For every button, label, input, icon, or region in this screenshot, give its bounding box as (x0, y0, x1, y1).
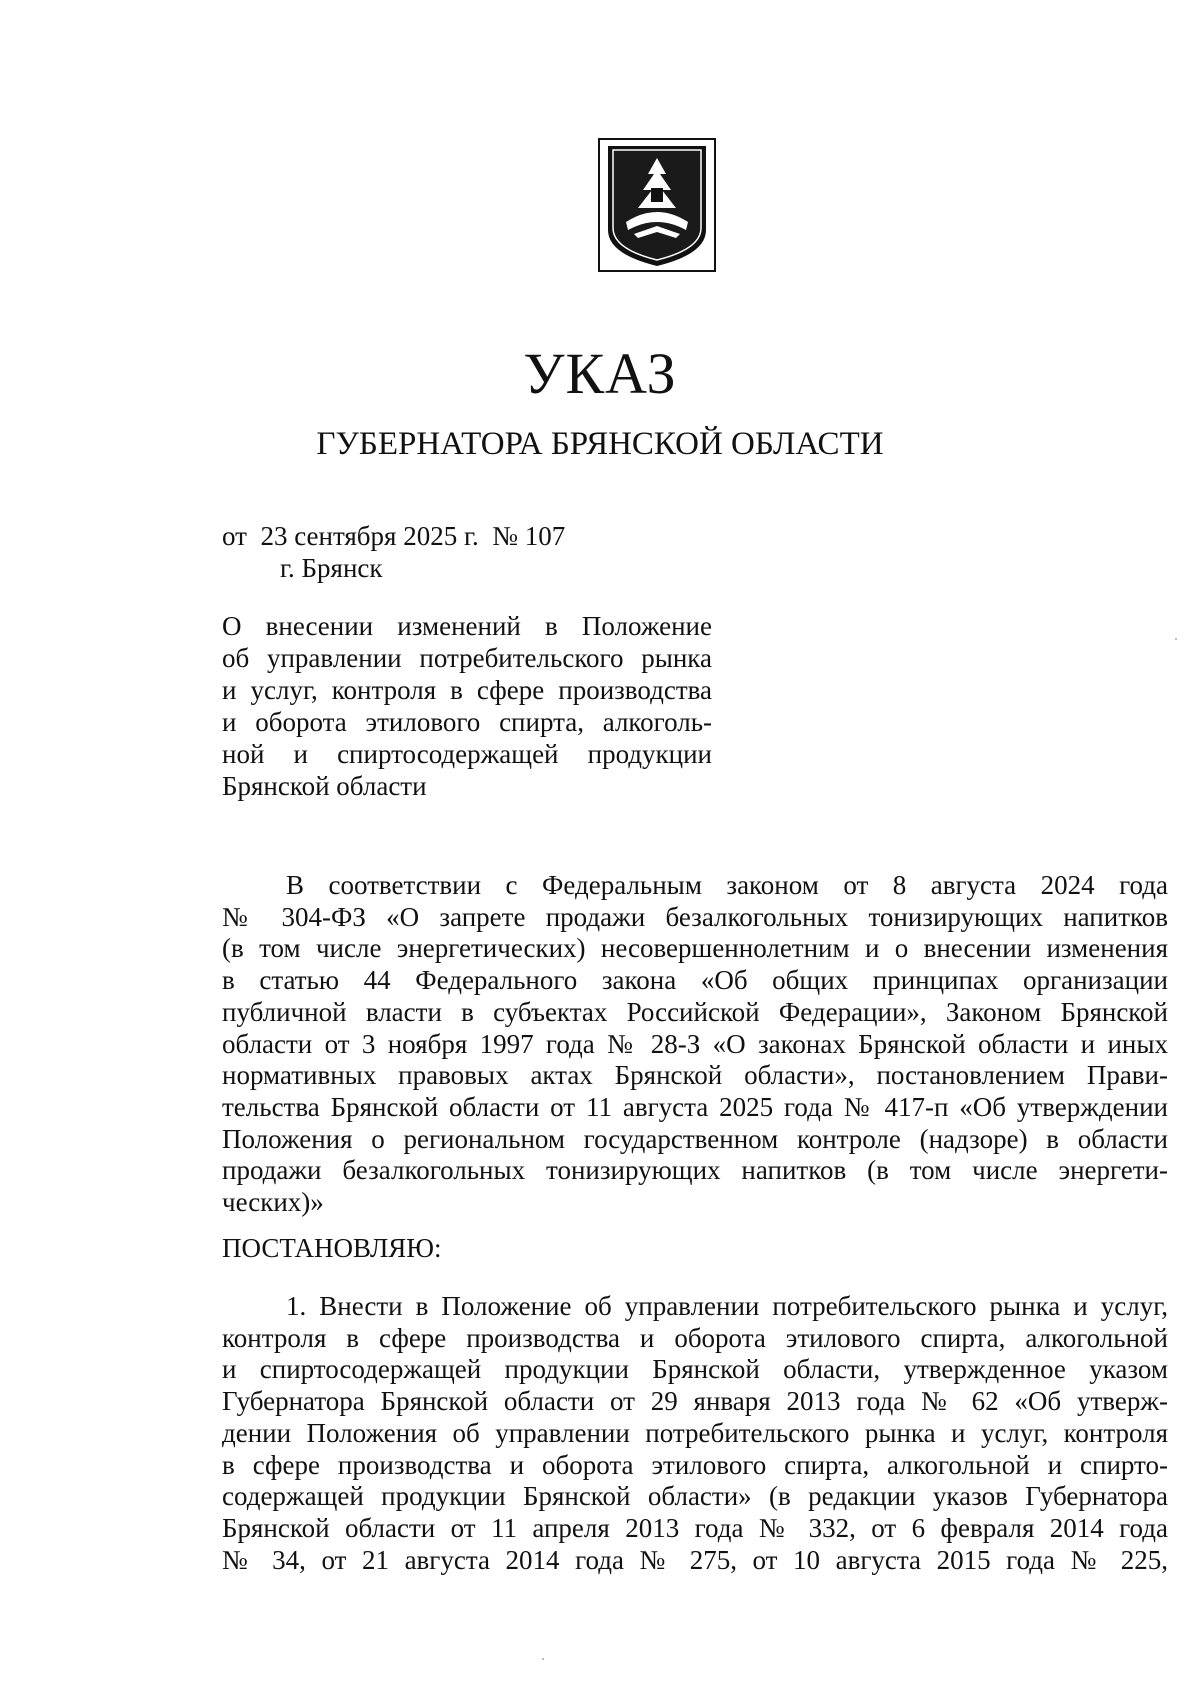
paragraph-line: дении Положения об управлении потребительского рынка и услуг, контроля (222, 1417, 1168, 1448)
scan-speck (542, 1658, 544, 1660)
coat-of-arms-emblem (598, 138, 716, 272)
document-title: УКАЗ (523, 341, 677, 406)
item-1-paragraph (222, 1291, 1168, 1576)
paragraph-line: и спиртосодержащей продукции Брянской области, утвержденное указом (222, 1354, 1168, 1385)
paragraph-line: контроля в сфере производства и оборота этилового спирта, алкогольной (222, 1322, 1168, 1353)
paragraph-line: Положения о региональном государственном контроле (надзоре) в области (222, 1123, 1168, 1154)
paragraph-line: В соответствии с Федеральным законом от 8 августа 2024 года (286, 870, 1168, 900)
paragraph-line: области от 3 ноября 1997 года № 28-З «О законах Брянской области и иных (222, 1028, 1168, 1059)
paragraph-line: продажи безалкогольных тонизирующих напитков (в том числе энергети- (222, 1155, 1168, 1186)
decree-word-text: ПОСТАНОВЛЯЮ: (222, 1233, 442, 1263)
subject-line: об управлении потребительского рынка (222, 643, 712, 673)
paragraph-line: 1. Внести в Положение об управлении потребительского рынка и услуг, (286, 1291, 1168, 1321)
paragraph-line: содержащей продукции Брянской области» (в редакции указов Губернатора (222, 1481, 1168, 1512)
paragraph-line: Брянской области от 11 апреля 2013 года № 332, от 6 февраля 2014 года (222, 1512, 1168, 1543)
subject-line: и услуг, контроля в сфере производства (222, 675, 712, 705)
subject-line: Брянской области (222, 771, 427, 801)
paragraph-line: Губернатора Брянской области от 29 января 2013 года № 62 «Об утверж- (222, 1386, 1168, 1417)
city-name: г. Брянск (280, 553, 383, 583)
subject-line: ной и спиртосодержащей продукции (222, 739, 712, 769)
decree-word (222, 1233, 1168, 1265)
preamble-paragraph (222, 870, 1168, 1219)
paragraph-line: в статью 44 Федерального закона «Об общих принципах организации (222, 965, 1168, 996)
paragraph-line: в сфере производства и оборота этилового спирта, алкогольной и спирто- (222, 1449, 1168, 1480)
paragraph-line: ческих)» (222, 1187, 324, 1218)
subject-line: О внесении изменений в Положение (222, 611, 712, 641)
scan-speck (1175, 638, 1177, 640)
paragraph-line: (в том числе энергетических) несовершеннолетним и о внесении изменения (222, 933, 1168, 964)
decree-subject (222, 610, 712, 802)
subject-line: и оборота этилового спирта, алкоголь- (222, 707, 712, 737)
paragraph-line: публичной власти в субъектах Российской Федерации», Законом Брянской (222, 996, 1168, 1027)
paragraph-line: № 304-ФЗ «О запрете продажи безалкогольных тонизирующих напитков (222, 901, 1168, 932)
paragraph-line: нормативных правовых актах Брянской области», постановлением Прави- (222, 1060, 1168, 1091)
date-and-number: от 23 сентября 2025 г. № 107 (222, 521, 566, 551)
paragraph-line: тельства Брянской области от 11 августа 2025 года № 417-п «Об утверждении (222, 1091, 1168, 1122)
paragraph-line: № 34, от 21 августа 2014 года № 275, от 10 августа 2015 года № 225, (222, 1544, 1168, 1575)
document-subtitle: ГУБЕРНАТОРА БРЯНСКОЙ ОБЛАСТИ (316, 426, 884, 462)
